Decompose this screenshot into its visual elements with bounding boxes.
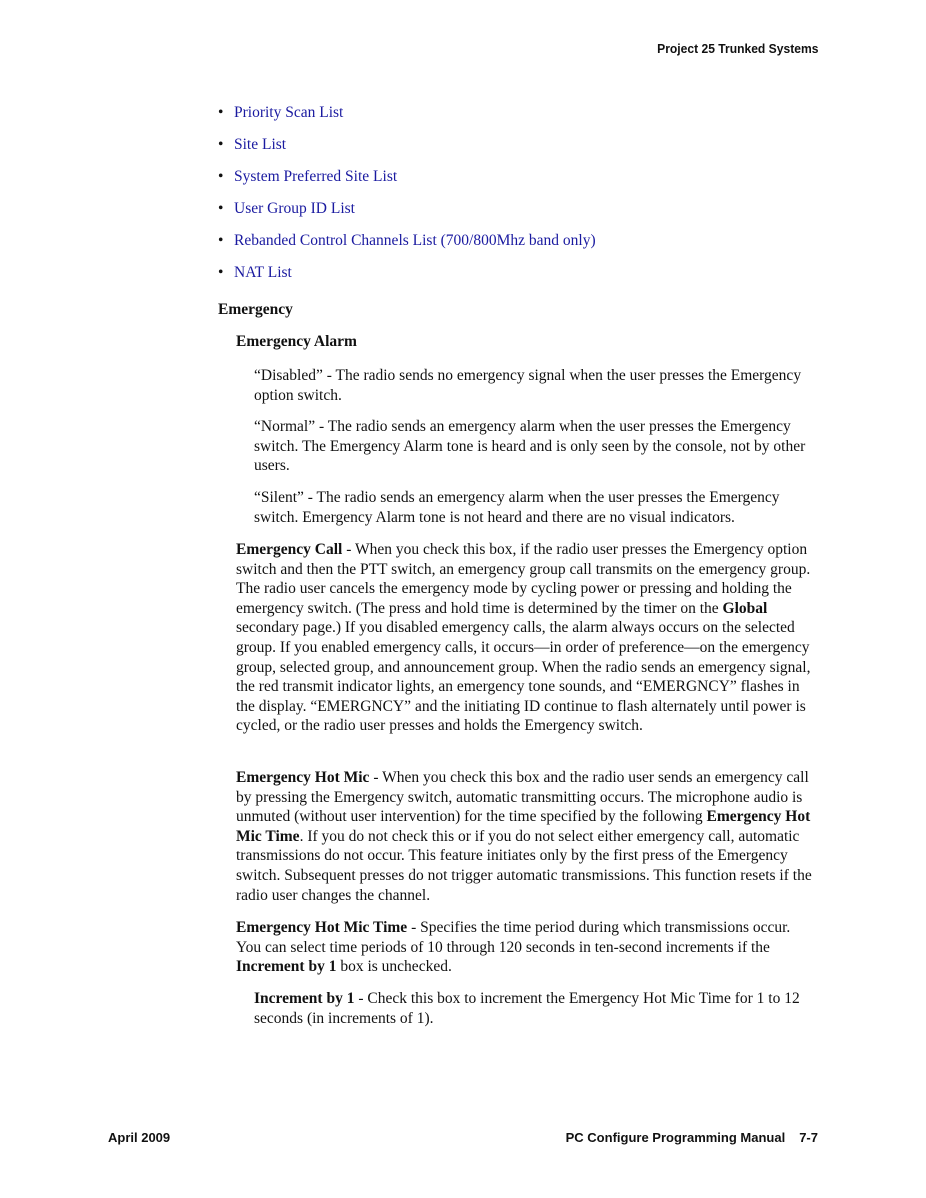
hot-mic-time-text-a: - Specifies the time period during which transmissions occur. You can select time periods of 10 through 120 seconds in ten-second increments if the bbox=[236, 919, 791, 956]
footer-manual-title: PC Configure Programming Manual bbox=[565, 1130, 786, 1145]
list-item bbox=[218, 135, 596, 167]
alarm-silent-description: “Silent” - The radio sends an emergency alarm when the user presses the Emergency switch. Emergency Alarm tone is not heard and there are no visual indicators. bbox=[254, 489, 780, 526]
hot-mic-text-a: - When you check this box and the radio user sends an emergency call by pressing the Emergency switch, automatic transmitting occurs. The microphone audio is unmuted (without user intervention) for the time specified by the following bbox=[236, 769, 809, 826]
term-increment-by-1-ref: Increment by 1 bbox=[236, 958, 337, 976]
bullet-icon: • bbox=[218, 232, 224, 249]
emergency-call-text-b: secondary page.) If you disabled emergency calls, the alarm always occurs on the selected group. If you enabled emergency calls, it occurs—in order of preference—on the emergency group, selected group, and announcement group. When the radio sends an emergency signal, the red transmit indicator lights, an emergency tone sounds, and “EMERGNCY” flashes in the display. “EMERGNCY” and the initiating ID continue to flash alternately until power is cycled, or the radio user presses and holds the Emergency switch. bbox=[236, 619, 811, 735]
bullet-icon: • bbox=[218, 168, 224, 185]
link-system-preferred-site-list[interactable]: System Preferred Site List bbox=[234, 168, 398, 185]
footer-right bbox=[566, 1130, 818, 1145]
bullet-icon: • bbox=[218, 264, 224, 281]
link-priority-scan-list[interactable]: Priority Scan List bbox=[234, 104, 344, 121]
section-heading-emergency: Emergency bbox=[218, 301, 293, 318]
list-item bbox=[218, 167, 596, 199]
list-item bbox=[218, 199, 596, 231]
increment-by-1-paragraph bbox=[254, 989, 816, 1028]
bullet-icon: • bbox=[218, 200, 224, 217]
list-item bbox=[218, 103, 596, 135]
term-emergency-hot-mic-time: Emergency Hot Mic Time bbox=[236, 919, 408, 936]
bullet-icon: • bbox=[218, 104, 224, 121]
emergency-call-text-a: - When you check this box, if the radio user presses the Emergency option switch and then the PTT switch, an emergency group call transmits on the emergency group. The radio user cancels the emergency mode by cycling power or pressing and holding the emergency switch. (The press and hold time is determined by the timer on the bbox=[236, 541, 811, 617]
term-emergency-hot-mic: Emergency Hot Mic bbox=[236, 769, 370, 786]
list-item bbox=[218, 231, 596, 263]
alarm-disabled-description: “Disabled” - The radio sends no emergency signal when the user presses the Emergency option switch. bbox=[254, 367, 802, 404]
emergency-hot-mic-time-paragraph bbox=[236, 918, 816, 977]
emergency-hot-mic-paragraph bbox=[236, 768, 816, 905]
term-emergency-call: Emergency Call bbox=[236, 541, 343, 558]
alarm-normal-description: “Normal” - The radio sends an emergency alarm when the user presses the Emergency switch. The Emergency Alarm tone is heard and is only seen by the console, not by other users. bbox=[254, 418, 806, 475]
list-item bbox=[218, 263, 596, 295]
term-hot-mic-time-ref: Emergency Hot Mic Time bbox=[236, 808, 811, 845]
link-nat-list[interactable]: NAT List bbox=[234, 264, 292, 281]
related-links-list bbox=[218, 103, 596, 295]
increment-text: - Check this box to increment the Emergency Hot Mic Time for 1 to 12 seconds (in increments of 1). bbox=[254, 990, 800, 1027]
footer-date: April 2009 bbox=[108, 1130, 171, 1145]
hot-mic-time-text-b: box is unchecked. bbox=[336, 958, 452, 976]
term-increment-by-1: Increment by 1 bbox=[254, 990, 355, 1007]
subheading-emergency-alarm: Emergency Alarm bbox=[236, 333, 357, 350]
hot-mic-text-b: . If you do not check this or if you do not select either emergency call, automatic transmissions do not occur. This feature initiates only by the first press of the Emergency switch. Subsequent presses do not trigger automatic transmissions. This function resets if the radio user changes the channel. bbox=[236, 827, 812, 904]
link-rebanded-control-channels-list[interactable]: Rebanded Control Channels List (700/800Mhz band only) bbox=[234, 232, 596, 249]
running-header: Project 25 Trunked Systems bbox=[656, 41, 818, 56]
emergency-call-paragraph bbox=[236, 540, 816, 736]
page-number: 7-7 bbox=[799, 1130, 818, 1145]
bullet-icon: • bbox=[218, 136, 224, 153]
term-global: Global bbox=[722, 599, 768, 617]
link-user-group-id-list[interactable]: User Group ID List bbox=[234, 200, 355, 217]
link-site-list[interactable]: Site List bbox=[234, 136, 287, 153]
